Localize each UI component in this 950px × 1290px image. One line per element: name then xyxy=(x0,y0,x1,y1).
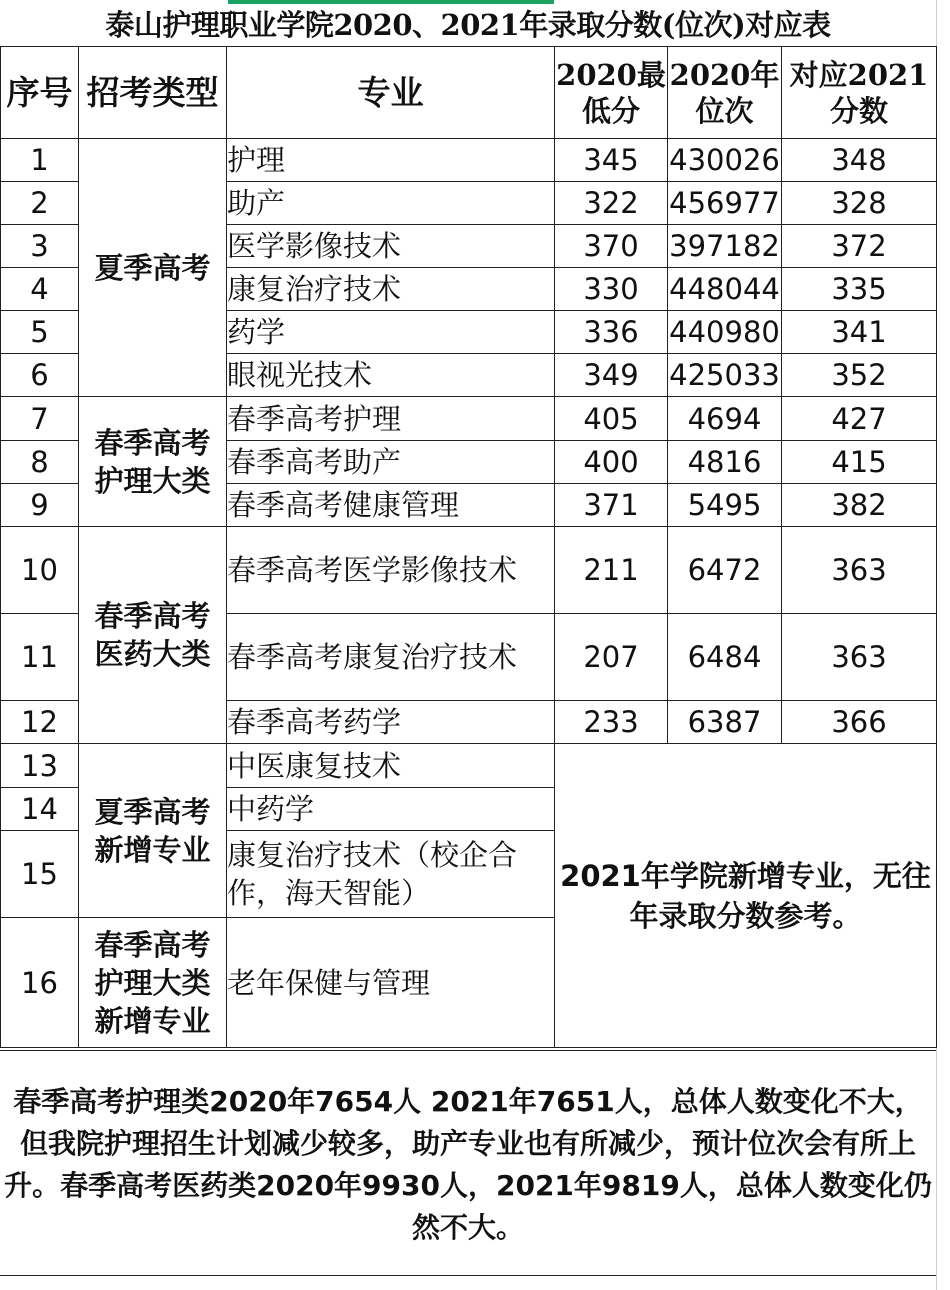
new-major-note: 2021年学院新增专业，无往年录取分数参考。 xyxy=(555,744,937,1048)
row-rank-2020: 448044 xyxy=(668,268,782,311)
footer-note: 春季高考护理类2020年7654人 2021年7651人，总体人数变化不大，但我院护理招生计划减少较多，助产专业也有所减少，预计位次会有所上升。春季高考医药类2020年9930人，2021年9819人，总体人数变化仍然不大。 xyxy=(4,1085,932,1244)
row-major: 护理 xyxy=(227,139,555,182)
header-score-2020: 2020最 低分 xyxy=(555,47,668,139)
row-score-2020: 345 xyxy=(555,139,668,182)
row-index: 11 xyxy=(1,614,79,701)
row-score-2020: 233 xyxy=(555,701,668,744)
row-score-2020: 336 xyxy=(555,311,668,354)
row-rank-2020: 5495 xyxy=(668,484,782,527)
row-major: 中药学 xyxy=(227,788,555,831)
row-rank-2020: 430026 xyxy=(668,139,782,182)
row-major: 康复治疗技术（校企合作，海天智能） xyxy=(227,831,555,918)
row-score-2020: 400 xyxy=(555,441,668,484)
table-title: 泰山护理职业学院2020、2021年录取分数(位次)对应表 xyxy=(105,8,831,42)
row-index: 15 xyxy=(1,831,79,918)
row-index: 2 xyxy=(1,182,79,225)
category-spring-nursing-new: 春季高考护理大类新增专业 xyxy=(79,918,227,1048)
category-spring-medicine: 春季高考医药大类 xyxy=(79,527,227,744)
row-major: 春季高考药学 xyxy=(227,701,555,744)
category-spring-nursing: 春季高考护理大类 xyxy=(79,397,227,527)
row-score-2021: 415 xyxy=(782,441,937,484)
row-score-2021: 427 xyxy=(782,397,937,441)
table-row xyxy=(1,527,937,614)
row-major: 老年保健与管理 xyxy=(227,918,555,1048)
row-score-2020: 349 xyxy=(555,354,668,397)
row-index: 12 xyxy=(1,701,79,744)
row-index: 7 xyxy=(1,397,79,441)
category-summer-new: 夏季高考新增专业 xyxy=(79,744,227,918)
row-score-2021: 372 xyxy=(782,225,937,268)
row-major: 春季高考康复治疗技术 xyxy=(227,614,555,701)
row-rank-2020: 6472 xyxy=(668,527,782,614)
header-score-2021: 对应2021 分数 xyxy=(782,47,937,139)
table-row xyxy=(1,397,937,441)
row-score-2021: 382 xyxy=(782,484,937,527)
row-rank-2020: 4816 xyxy=(668,441,782,484)
row-index: 5 xyxy=(1,311,79,354)
row-score-2021: 335 xyxy=(782,268,937,311)
row-index: 8 xyxy=(1,441,79,484)
row-rank-2020: 4694 xyxy=(668,397,782,441)
row-major: 药学 xyxy=(227,311,555,354)
row-major: 医学影像技术 xyxy=(227,225,555,268)
row-index: 6 xyxy=(1,354,79,397)
header-category: 招考类型 xyxy=(79,47,227,139)
row-major: 春季高考健康管理 xyxy=(227,484,555,527)
row-score-2021: 352 xyxy=(782,354,937,397)
row-major: 眼视光技术 xyxy=(227,354,555,397)
row-score-2021: 366 xyxy=(782,701,937,744)
row-index: 10 xyxy=(1,527,79,614)
header-index: 序号 xyxy=(1,47,79,139)
row-index: 13 xyxy=(1,744,79,788)
row-index: 1 xyxy=(1,139,79,182)
row-index: 9 xyxy=(1,484,79,527)
row-major: 春季高考助产 xyxy=(227,441,555,484)
row-score-2020: 207 xyxy=(555,614,668,701)
header-rank-2020: 2020年 位次 xyxy=(668,47,782,139)
row-index: 16 xyxy=(1,918,79,1048)
table-row xyxy=(1,139,937,182)
row-score-2020: 371 xyxy=(555,484,668,527)
row-score-2021: 341 xyxy=(782,311,937,354)
row-index: 4 xyxy=(1,268,79,311)
row-rank-2020: 440980 xyxy=(668,311,782,354)
admission-score-table xyxy=(0,46,937,1048)
category-summer: 夏季高考 xyxy=(79,139,227,397)
footer-note-box xyxy=(0,1050,936,1276)
row-rank-2020: 425033 xyxy=(668,354,782,397)
row-rank-2020: 6387 xyxy=(668,701,782,744)
row-score-2020: 211 xyxy=(555,527,668,614)
row-score-2021: 363 xyxy=(782,527,937,614)
row-rank-2020: 397182 xyxy=(668,225,782,268)
row-rank-2020: 456977 xyxy=(668,182,782,225)
row-score-2020: 330 xyxy=(555,268,668,311)
row-major: 春季高考护理 xyxy=(227,397,555,441)
row-index: 3 xyxy=(1,225,79,268)
row-score-2021: 348 xyxy=(782,139,937,182)
row-score-2021: 363 xyxy=(782,614,937,701)
row-score-2020: 405 xyxy=(555,397,668,441)
row-rank-2020: 6484 xyxy=(668,614,782,701)
row-index: 14 xyxy=(1,788,79,831)
header-row xyxy=(1,47,937,139)
row-major: 中医康复技术 xyxy=(227,744,555,788)
row-score-2020: 322 xyxy=(555,182,668,225)
header-major: 专业 xyxy=(227,47,555,139)
row-major: 春季高考医学影像技术 xyxy=(227,527,555,614)
row-major: 康复治疗技术 xyxy=(227,268,555,311)
table-row xyxy=(1,744,937,788)
row-score-2020: 370 xyxy=(555,225,668,268)
row-major: 助产 xyxy=(227,182,555,225)
row-score-2021: 328 xyxy=(782,182,937,225)
